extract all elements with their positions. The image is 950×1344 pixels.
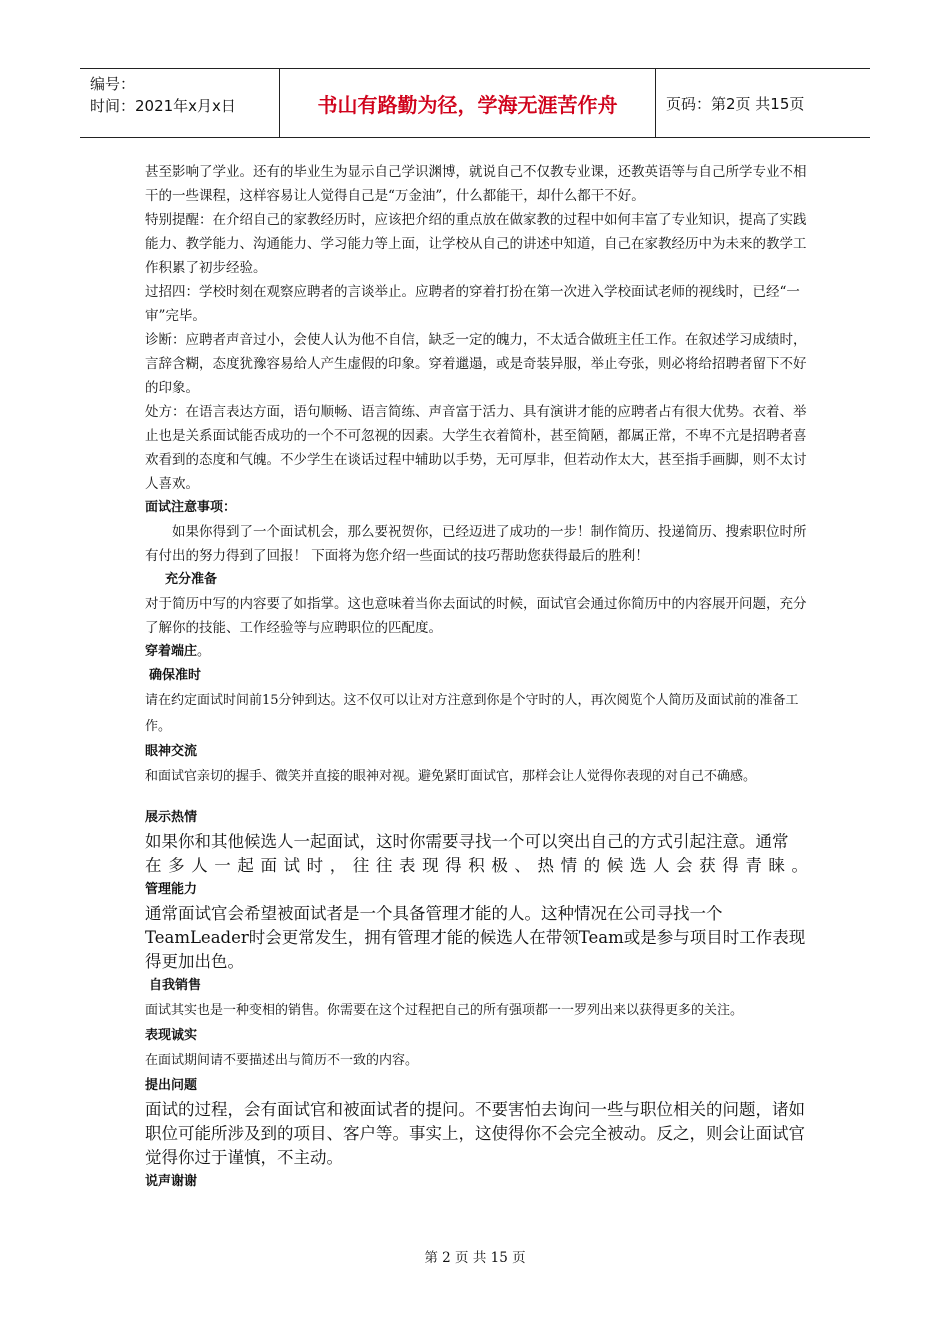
tip-text: 对于简历中写的内容要了如指掌。这也意味着当你去面试的时候，面试官会通过你简历中的内容展开问题，充分了解你的技能、工作经验等与应聘职位的匹配度。 bbox=[145, 596, 807, 636]
tip-heading: 说声谢谢 bbox=[145, 1174, 198, 1189]
page-header bbox=[80, 68, 870, 138]
tip-heading: 眼神交流 bbox=[145, 744, 198, 759]
tip-heading: 自我销售 bbox=[149, 978, 202, 993]
header-meta bbox=[80, 69, 280, 137]
spacer bbox=[145, 790, 810, 806]
tip-text: 在面试期间请不要描述出与简历不一致的内容。 bbox=[145, 1053, 419, 1068]
tip-text: 如果你和其他候选人一起面试，这时你需要寻找一个可以突出自己的方式引起注意。通常 bbox=[145, 832, 789, 851]
document-body bbox=[145, 160, 810, 1194]
tip-heading: 管理能力 bbox=[145, 882, 198, 897]
header-page-label: 页码：第2页 共15页 bbox=[666, 94, 805, 113]
paragraph: 甚至影响了学业。还有的毕业生为显示自己学识渊博，就说自己不仅教专业课，还教英语等与自己所学专业不相干的一些课程，这样容易让人觉得自己是“万金油”，什么都能干，却什么都干不好。 bbox=[145, 164, 807, 204]
tip-heading-dress bbox=[145, 640, 810, 664]
tip-text: 在多人一起面试时，往往表现得积极、热情的候选人会获得青睐。 bbox=[145, 856, 810, 875]
tip-text: 和面试官亲切的握手、微笑并直接的眼神对视。避免紧盯面试官，那样会让人觉得你表现的对自己不确感。 bbox=[145, 769, 757, 784]
section-intro: 如果你得到了一个面试机会，那么要祝贺你，已经迈进了成功的一步！制作简历、投递简历、搜索职位时所有付出的努力得到了回报！ 下面将为您介绍一些面试的技巧帮助您获得最后的胜利！ bbox=[145, 524, 807, 564]
tip-text: 面试的过程，会有面试官和被面试者的提问。不要害怕去询问一些与职位相关的问题，诸如职位可能所涉及到的项目、客户等。事实上，这使得你不会完全被动。反之，则会让面试官觉得你过于谨慎，不主动。 bbox=[145, 1100, 805, 1167]
tip-heading: 展示热情 bbox=[145, 810, 198, 825]
paragraph: 过招四：学校时刻在观察应聘者的言谈举止。应聘者的穿着打扮在第一次进入学校面试老师的视线时，已经“一审”完毕。 bbox=[145, 284, 800, 324]
tip-heading: 穿着端庄 bbox=[145, 644, 198, 659]
tip-heading: 充分准备 bbox=[165, 572, 218, 587]
paragraph: 处方：在语言表达方面，语句顺畅、语言简练、声音富于活力、具有演讲才能的应聘者占有很大优势。衣着、举止也是关系面试能否成功的一个不可忽视的因素。大学生衣着简朴，甚至简陋，都属正常，不卑不亢是招聘者喜欢看到的态度和气魄。不少学生在谈话过程中辅助以手势，无可厚非，但若动作太大，甚至指手画脚，则不太讨人喜欢。 bbox=[145, 404, 807, 492]
paragraph: 特别提醒：在介绍自己的家教经历时，应该把介绍的重点放在做家教的过程中如何丰富了专业知识，提高了实践能力、教学能力、沟通能力、学习能力等上面，让学校从自己的讲述中知道，自己在家教经历中为未来的教学工作积累了初步经验。 bbox=[145, 212, 807, 276]
document-number-label: 编号： bbox=[90, 75, 136, 93]
section-heading: 面试注意事项： bbox=[145, 500, 237, 515]
header-motto: 书山有路勤为径，学海无涯苦作舟 bbox=[280, 69, 656, 137]
tip-heading-suffix: 。 bbox=[197, 644, 211, 659]
tip-text: 面试其实也是一种变相的销售。你需要在这个过程把自己的所有强项都一一罗列出来以获得更多的关注。 bbox=[145, 1003, 744, 1018]
tip-text: 请在约定面试时间前15分钟到达。这不仅可以让对方注意到你是个守时的人，再次阅览个人简历及面试前的准备工作。 bbox=[145, 693, 799, 734]
page-footer: 第 2 页 共 15 页 bbox=[424, 1250, 526, 1266]
tip-text: 通常面试官会希望被面试者是一个具备管理才能的人。这种情况在公司寻找一个TeamLeader时会更常发生，拥有管理才能的候选人在带领Team或是参与项目时工作表现得更加出色。 bbox=[145, 904, 806, 971]
document-time-label: 时间：2021年x月x日 bbox=[90, 97, 236, 115]
tip-heading: 提出问题 bbox=[145, 1078, 198, 1093]
tip-heading: 确保准时 bbox=[149, 668, 202, 683]
paragraph: 诊断：应聘者声音过小，会使人认为他不自信，缺乏一定的魄力，不太适合做班主任工作。在叙述学习成绩时，言辞含糊，态度犹豫容易给人产生虚假的印象。穿着邋遢，或是奇装异服，举止夸张，则必将给招聘者留下不好的印象。 bbox=[145, 332, 807, 396]
tip-heading: 表现诚实 bbox=[145, 1028, 198, 1043]
